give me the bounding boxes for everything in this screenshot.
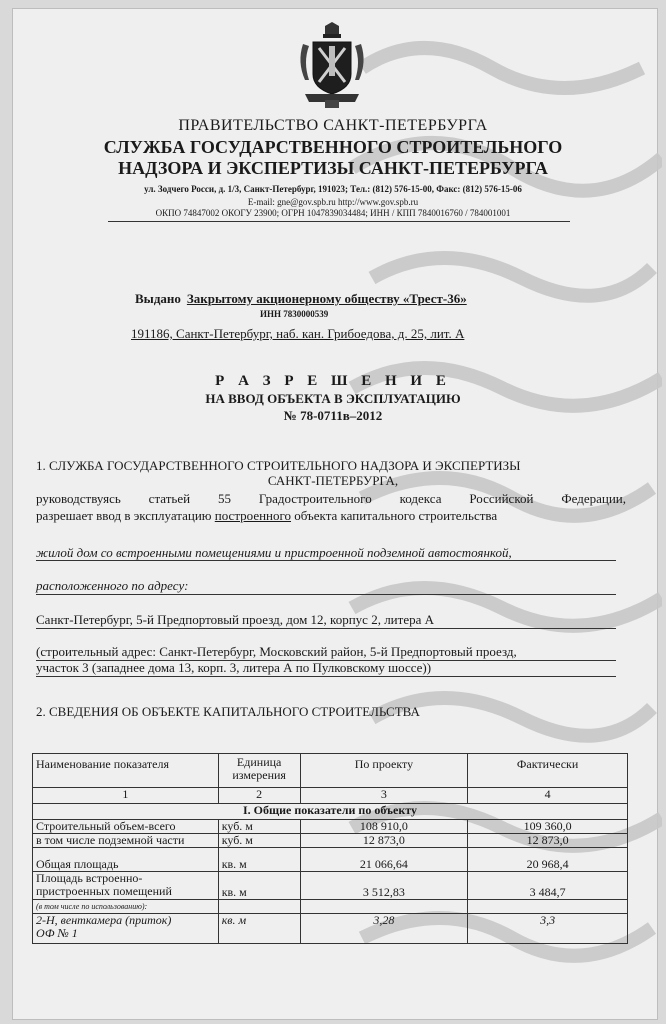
row-name: Строительный объем-всего [33, 820, 219, 834]
col-number: 1 [33, 788, 219, 804]
service-address: ул. Зодчего Росси, д. 1/3, Санкт-Петербург, 191023; Тел.: (812) 576-15-00, Факс: (812) 576-15-06 [144, 184, 522, 194]
object-address: Санкт-Петербург, 5-й Предпортовый проезд, дом 12, корпус 2, литера А [36, 612, 434, 627]
object-underline [36, 560, 616, 561]
row-name-line1: 2-Н, венткамера (приток) [36, 913, 172, 927]
issued-address: 191186, Санкт-Петербург, наб. кан. Грибоедова, д. 25, лит. А [131, 326, 465, 341]
table-row [33, 872, 628, 900]
section1-text-line2 [36, 508, 497, 524]
table-group-row [33, 804, 628, 820]
service-contacts: E-mail: gne@gov.spb.ru http://www.gov.spb.ru [247, 197, 419, 207]
coat-of-arms-emblem [295, 22, 369, 110]
row-name-line1: Площадь встроенно- [36, 871, 143, 885]
service-name-line2: НАДЗОРА И ЭКСПЕРТИЗЫ САНКТ-ПЕТЕРБУРГА [118, 158, 548, 178]
col-number: 2 [218, 788, 300, 804]
row-unit: кв. м [218, 872, 300, 900]
header-divider [108, 221, 570, 222]
row-actual: 3,3 [468, 914, 628, 944]
section1-heading: 1. СЛУЖБА ГОСУДАРСТВЕННОГО СТРОИТЕЛЬНОГО НАДЗОРА И ЭКСПЕРТИЗЫ [36, 458, 521, 473]
section2-heading: 2. СВЕДЕНИЯ ОБ ОБЪЕКТЕ КАПИТАЛЬНОГО СТРОИТЕЛЬСТВА [36, 704, 420, 719]
issued-organization: Закрытому акционерному обществу «Трест-36» [186, 291, 467, 306]
row-name-line2: ОФ № 1 [36, 926, 78, 940]
located-underline [36, 594, 616, 595]
empty-cell [300, 900, 468, 914]
section1-heading-cont: САНКТ-ПЕТЕРБУРГА, [267, 473, 399, 488]
row-project: 3,28 [300, 914, 468, 944]
table-row [33, 820, 628, 834]
row-actual: 3 484,7 [468, 872, 628, 900]
text2-part-b: объекта капитального строительства [291, 508, 498, 523]
col-number: 3 [300, 788, 468, 804]
table-row [33, 900, 628, 914]
row-name-line2: пристроенных помещений [36, 884, 172, 898]
row-actual: 20 968,4 [468, 848, 628, 872]
header-name: Наименование показателя [33, 754, 219, 788]
issued-label: Выдано [135, 291, 181, 306]
address-underline [36, 628, 616, 629]
row-unit: куб. м [218, 820, 300, 834]
row-name [33, 914, 219, 944]
row-project: 3 512,83 [300, 872, 468, 900]
header-project: По проекту [300, 754, 468, 788]
header-actual: Фактически [468, 754, 628, 788]
col-number: 4 [468, 788, 628, 804]
header-unit: Единица измерения [218, 754, 300, 788]
service-name-line1: СЛУЖБА ГОСУДАРСТВЕННОГО СТРОИТЕЛЬНОГО [103, 137, 563, 157]
object-description: жилой дом со встроенными помещениями и пристроенной подземной автостоянкой, [36, 545, 512, 560]
row-name: (в том числе по использованию): [33, 900, 219, 914]
table-row [33, 834, 628, 848]
permit-number: № 78-0711в–2012 [283, 408, 383, 423]
permit-subtitle: НА ВВОД ОБЪЕКТА В ЭКСПЛУАТАЦИЮ [205, 391, 461, 406]
row-unit: кв. м [218, 848, 300, 872]
row-unit: куб. м [218, 834, 300, 848]
text2-part-a: разрешает ввод в эксплуатацию [36, 508, 215, 523]
table-number-row [33, 788, 628, 804]
text2-underlined: построенного [214, 508, 292, 523]
empty-cell [218, 900, 300, 914]
row-actual: 109 360,0 [468, 820, 628, 834]
permit-title: Р А З Р Е Ш Е Н И Е [215, 373, 451, 389]
row-project: 108 910,0 [300, 820, 468, 834]
section1-text-line1: руководствуясь статьей 55 Градостроительного кодекса Российской Федерации, [36, 491, 626, 506]
empty-cell [468, 900, 628, 914]
construction-address-line2: участок 3 (западнее дома 13, корп. 3, литера А по Пулковскому шоссе)) [36, 660, 432, 675]
indicators-table [32, 753, 628, 944]
row-name: Общая площадь [33, 848, 219, 872]
service-codes: ОКПО 74847002 ОКОГУ 23900; ОГРН 1047839034484; ИНН / КПП 7840016760 / 784001001 [155, 208, 511, 218]
located-label: расположенного по адресу: [36, 578, 189, 593]
construction-underline2 [36, 676, 616, 677]
table-row [33, 848, 628, 872]
row-project: 21 066,64 [300, 848, 468, 872]
row-name [33, 872, 219, 900]
row-actual: 12 873,0 [468, 834, 628, 848]
row-name: в том числе подземной части [33, 834, 219, 848]
table-row [33, 914, 628, 944]
issued-to [135, 291, 467, 307]
row-unit: кв. м [218, 914, 300, 944]
table-header-row [33, 754, 628, 788]
row-project: 12 873,0 [300, 834, 468, 848]
issued-inn: ИНН 7830000539 [260, 309, 329, 319]
group-heading: I. Общие показатели по объекту [33, 804, 628, 820]
construction-address-line1: (строительный адрес: Санкт-Петербург, Московский район, 5-й Предпортовый проезд, [36, 644, 517, 659]
government-title: ПРАВИТЕЛЬСТВО САНКТ-ПЕТЕРБУРГА [178, 117, 488, 134]
